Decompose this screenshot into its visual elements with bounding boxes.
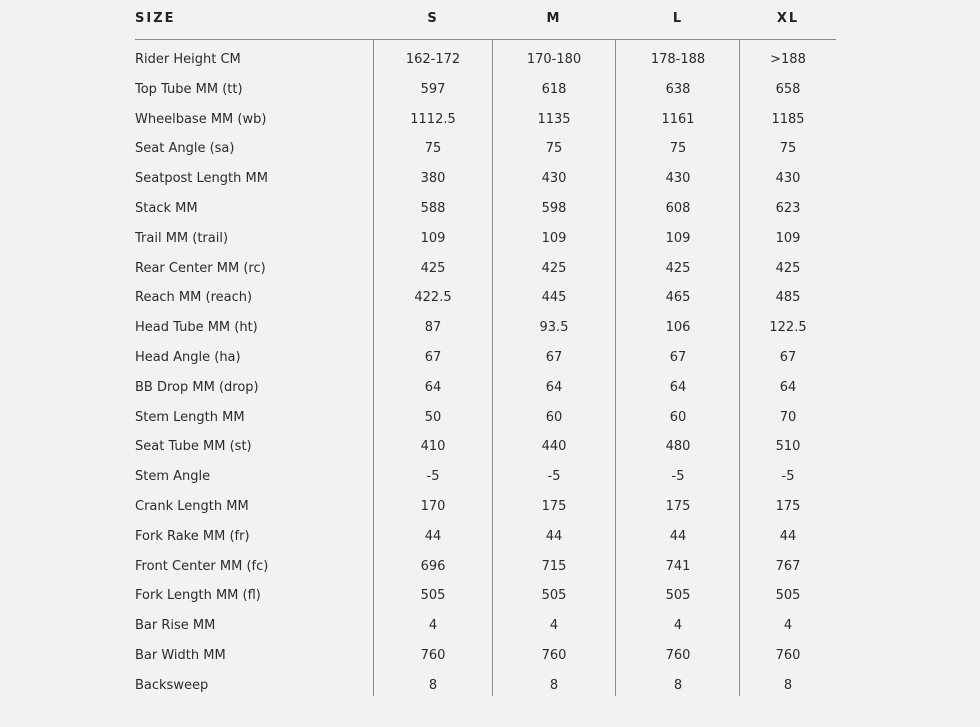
table-header xyxy=(135,0,836,40)
row-value-l: 44 xyxy=(669,528,687,544)
row-value-m: 170-180 xyxy=(526,52,582,67)
row-value-xl: 109 xyxy=(775,230,801,246)
row-label: Front Center MM (fc) xyxy=(135,558,269,574)
row-label: Fork Rake MM (fr) xyxy=(135,528,250,544)
row-label: Stem Length MM xyxy=(135,409,245,425)
row-value-l: 4 xyxy=(673,618,683,634)
row-value-l: 505 xyxy=(665,588,691,604)
row-value-xl: 44 xyxy=(779,528,797,544)
row-value-s: 8 xyxy=(428,677,438,693)
row-value-xl: 760 xyxy=(775,648,801,663)
row-value-xl: 67 xyxy=(779,350,797,365)
row-value-m: 760 xyxy=(541,648,567,663)
table-row xyxy=(135,189,836,219)
row-value-xl: 430 xyxy=(775,171,801,187)
size-header-m: M xyxy=(546,11,562,26)
row-value-xl: 510 xyxy=(775,439,801,455)
row-value-m: 75 xyxy=(545,141,563,157)
table-row xyxy=(135,398,836,428)
row-value-s: 597 xyxy=(420,81,446,97)
row-value-xl: 623 xyxy=(775,201,801,216)
row-value-m: 425 xyxy=(541,260,567,276)
row-value-xl: 505 xyxy=(775,588,801,604)
table-row xyxy=(135,308,836,338)
row-value-s: 4 xyxy=(428,618,438,634)
row-value-s: 44 xyxy=(424,528,442,544)
row-value-m: 8 xyxy=(549,677,559,693)
row-value-l: 1161 xyxy=(661,111,695,127)
row-value-s: 696 xyxy=(420,558,446,574)
row-value-s: 87 xyxy=(424,320,442,336)
table-row xyxy=(135,606,836,636)
row-value-xl: 8 xyxy=(783,677,793,693)
row-value-m: 64 xyxy=(545,379,563,395)
row-value-m: 445 xyxy=(541,290,567,306)
table-row xyxy=(135,666,836,696)
row-label: Stem Angle xyxy=(135,469,211,485)
row-value-xl: 767 xyxy=(775,558,801,574)
table-row xyxy=(135,576,836,606)
row-value-l: 67 xyxy=(669,350,687,365)
table-row xyxy=(135,159,836,189)
row-value-m: 430 xyxy=(541,171,567,187)
row-label: Wheelbase MM (wb) xyxy=(135,111,267,127)
size-header-xl: XL xyxy=(776,11,800,26)
row-value-m: 1135 xyxy=(537,111,571,127)
row-value-l: 430 xyxy=(665,171,691,187)
row-value-l: 175 xyxy=(665,499,691,514)
row-value-s: 67 xyxy=(424,350,442,365)
row-value-xl: 658 xyxy=(775,81,801,97)
row-value-m: 60 xyxy=(545,409,563,425)
table-row xyxy=(135,70,836,100)
row-value-xl: >188 xyxy=(770,52,806,67)
row-value-m: 93.5 xyxy=(539,320,569,336)
row-value-l: 60 xyxy=(669,409,687,425)
row-value-xl: 1185 xyxy=(771,111,805,127)
row-value-s: 760 xyxy=(420,648,446,663)
row-value-l: -5 xyxy=(671,469,685,485)
row-value-l: 741 xyxy=(665,558,691,574)
size-header-label: SIZE xyxy=(135,11,176,26)
row-label: Head Angle (ha) xyxy=(135,350,241,365)
row-value-xl: 64 xyxy=(779,379,797,395)
geometry-table xyxy=(135,0,836,696)
row-value-m: 715 xyxy=(541,558,567,574)
row-value-xl: 122.5 xyxy=(769,320,807,336)
row-value-m: 67 xyxy=(545,350,563,365)
row-label: Rear Center MM (rc) xyxy=(135,260,266,276)
row-value-xl: 70 xyxy=(779,409,797,425)
row-value-s: 380 xyxy=(420,171,446,187)
row-value-s: 162-172 xyxy=(405,52,461,67)
row-label: Backsweep xyxy=(135,677,209,693)
table-body xyxy=(135,40,836,696)
row-value-l: 480 xyxy=(665,439,691,455)
row-value-l: 425 xyxy=(665,260,691,276)
row-value-l: 64 xyxy=(669,379,687,395)
row-value-s: 64 xyxy=(424,379,442,395)
row-value-m: 618 xyxy=(541,81,567,97)
row-label: Bar Width MM xyxy=(135,648,226,663)
row-value-m: 598 xyxy=(541,201,567,216)
row-value-m: 175 xyxy=(541,499,567,514)
row-value-m: 109 xyxy=(541,230,567,246)
row-value-s: 75 xyxy=(424,141,442,157)
row-value-l: 638 xyxy=(665,81,691,97)
row-value-l: 8 xyxy=(673,677,683,693)
row-value-m: 44 xyxy=(545,528,563,544)
table-row xyxy=(135,547,836,577)
table-row xyxy=(135,100,836,130)
size-header-l: L xyxy=(672,11,684,26)
table-row xyxy=(135,427,836,457)
row-label: BB Drop MM (drop) xyxy=(135,379,259,395)
row-value-xl: 75 xyxy=(779,141,797,157)
table-row xyxy=(135,219,836,249)
row-label: Seatpost Length MM xyxy=(135,171,268,187)
row-label: Reach MM (reach) xyxy=(135,290,253,306)
row-value-xl: 485 xyxy=(775,290,801,306)
row-value-m: -5 xyxy=(547,469,561,485)
row-value-l: 760 xyxy=(665,648,691,663)
row-label: Head Tube MM (ht) xyxy=(135,320,258,336)
row-value-s: 1112.5 xyxy=(410,111,456,127)
row-value-xl: 425 xyxy=(775,260,801,276)
row-value-s: 410 xyxy=(420,439,446,455)
row-value-xl: 4 xyxy=(783,618,793,634)
row-label: Crank Length MM xyxy=(135,499,249,514)
row-label: Seat Angle (sa) xyxy=(135,141,235,157)
row-label: Stack MM xyxy=(135,201,198,216)
row-value-xl: 175 xyxy=(775,499,801,514)
row-value-l: 109 xyxy=(665,230,691,246)
row-value-s: 50 xyxy=(424,409,442,425)
row-value-l: 178-188 xyxy=(650,52,706,67)
row-value-m: 440 xyxy=(541,439,567,455)
row-value-m: 4 xyxy=(549,618,559,634)
table-row xyxy=(135,40,836,70)
table-row xyxy=(135,487,836,517)
table-row xyxy=(135,249,836,279)
row-value-s: 170 xyxy=(420,499,446,514)
table-row xyxy=(135,338,836,368)
row-label: Bar Rise MM xyxy=(135,618,216,634)
row-value-xl: -5 xyxy=(781,469,795,485)
table-row xyxy=(135,278,836,308)
table-row xyxy=(135,517,836,547)
table-row xyxy=(135,368,836,398)
row-value-l: 608 xyxy=(665,201,691,216)
row-label: Trail MM (trail) xyxy=(135,230,229,246)
row-label: Fork Length MM (fl) xyxy=(135,588,261,604)
row-value-l: 465 xyxy=(665,290,691,306)
table-row xyxy=(135,457,836,487)
row-value-l: 75 xyxy=(669,141,687,157)
row-value-s: 505 xyxy=(420,588,446,604)
row-value-s: 422.5 xyxy=(414,290,452,306)
row-value-m: 505 xyxy=(541,588,567,604)
row-value-l: 106 xyxy=(665,320,691,336)
table-row xyxy=(135,129,836,159)
row-value-s: -5 xyxy=(426,469,440,485)
row-value-s: 109 xyxy=(420,230,446,246)
row-label: Rider Height CM xyxy=(135,52,241,67)
table-row xyxy=(135,636,836,666)
row-label: Top Tube MM (tt) xyxy=(135,81,243,97)
row-label: Seat Tube MM (st) xyxy=(135,439,252,455)
row-value-s: 588 xyxy=(420,201,446,216)
size-header-s: S xyxy=(427,11,439,26)
row-value-s: 425 xyxy=(420,260,446,276)
